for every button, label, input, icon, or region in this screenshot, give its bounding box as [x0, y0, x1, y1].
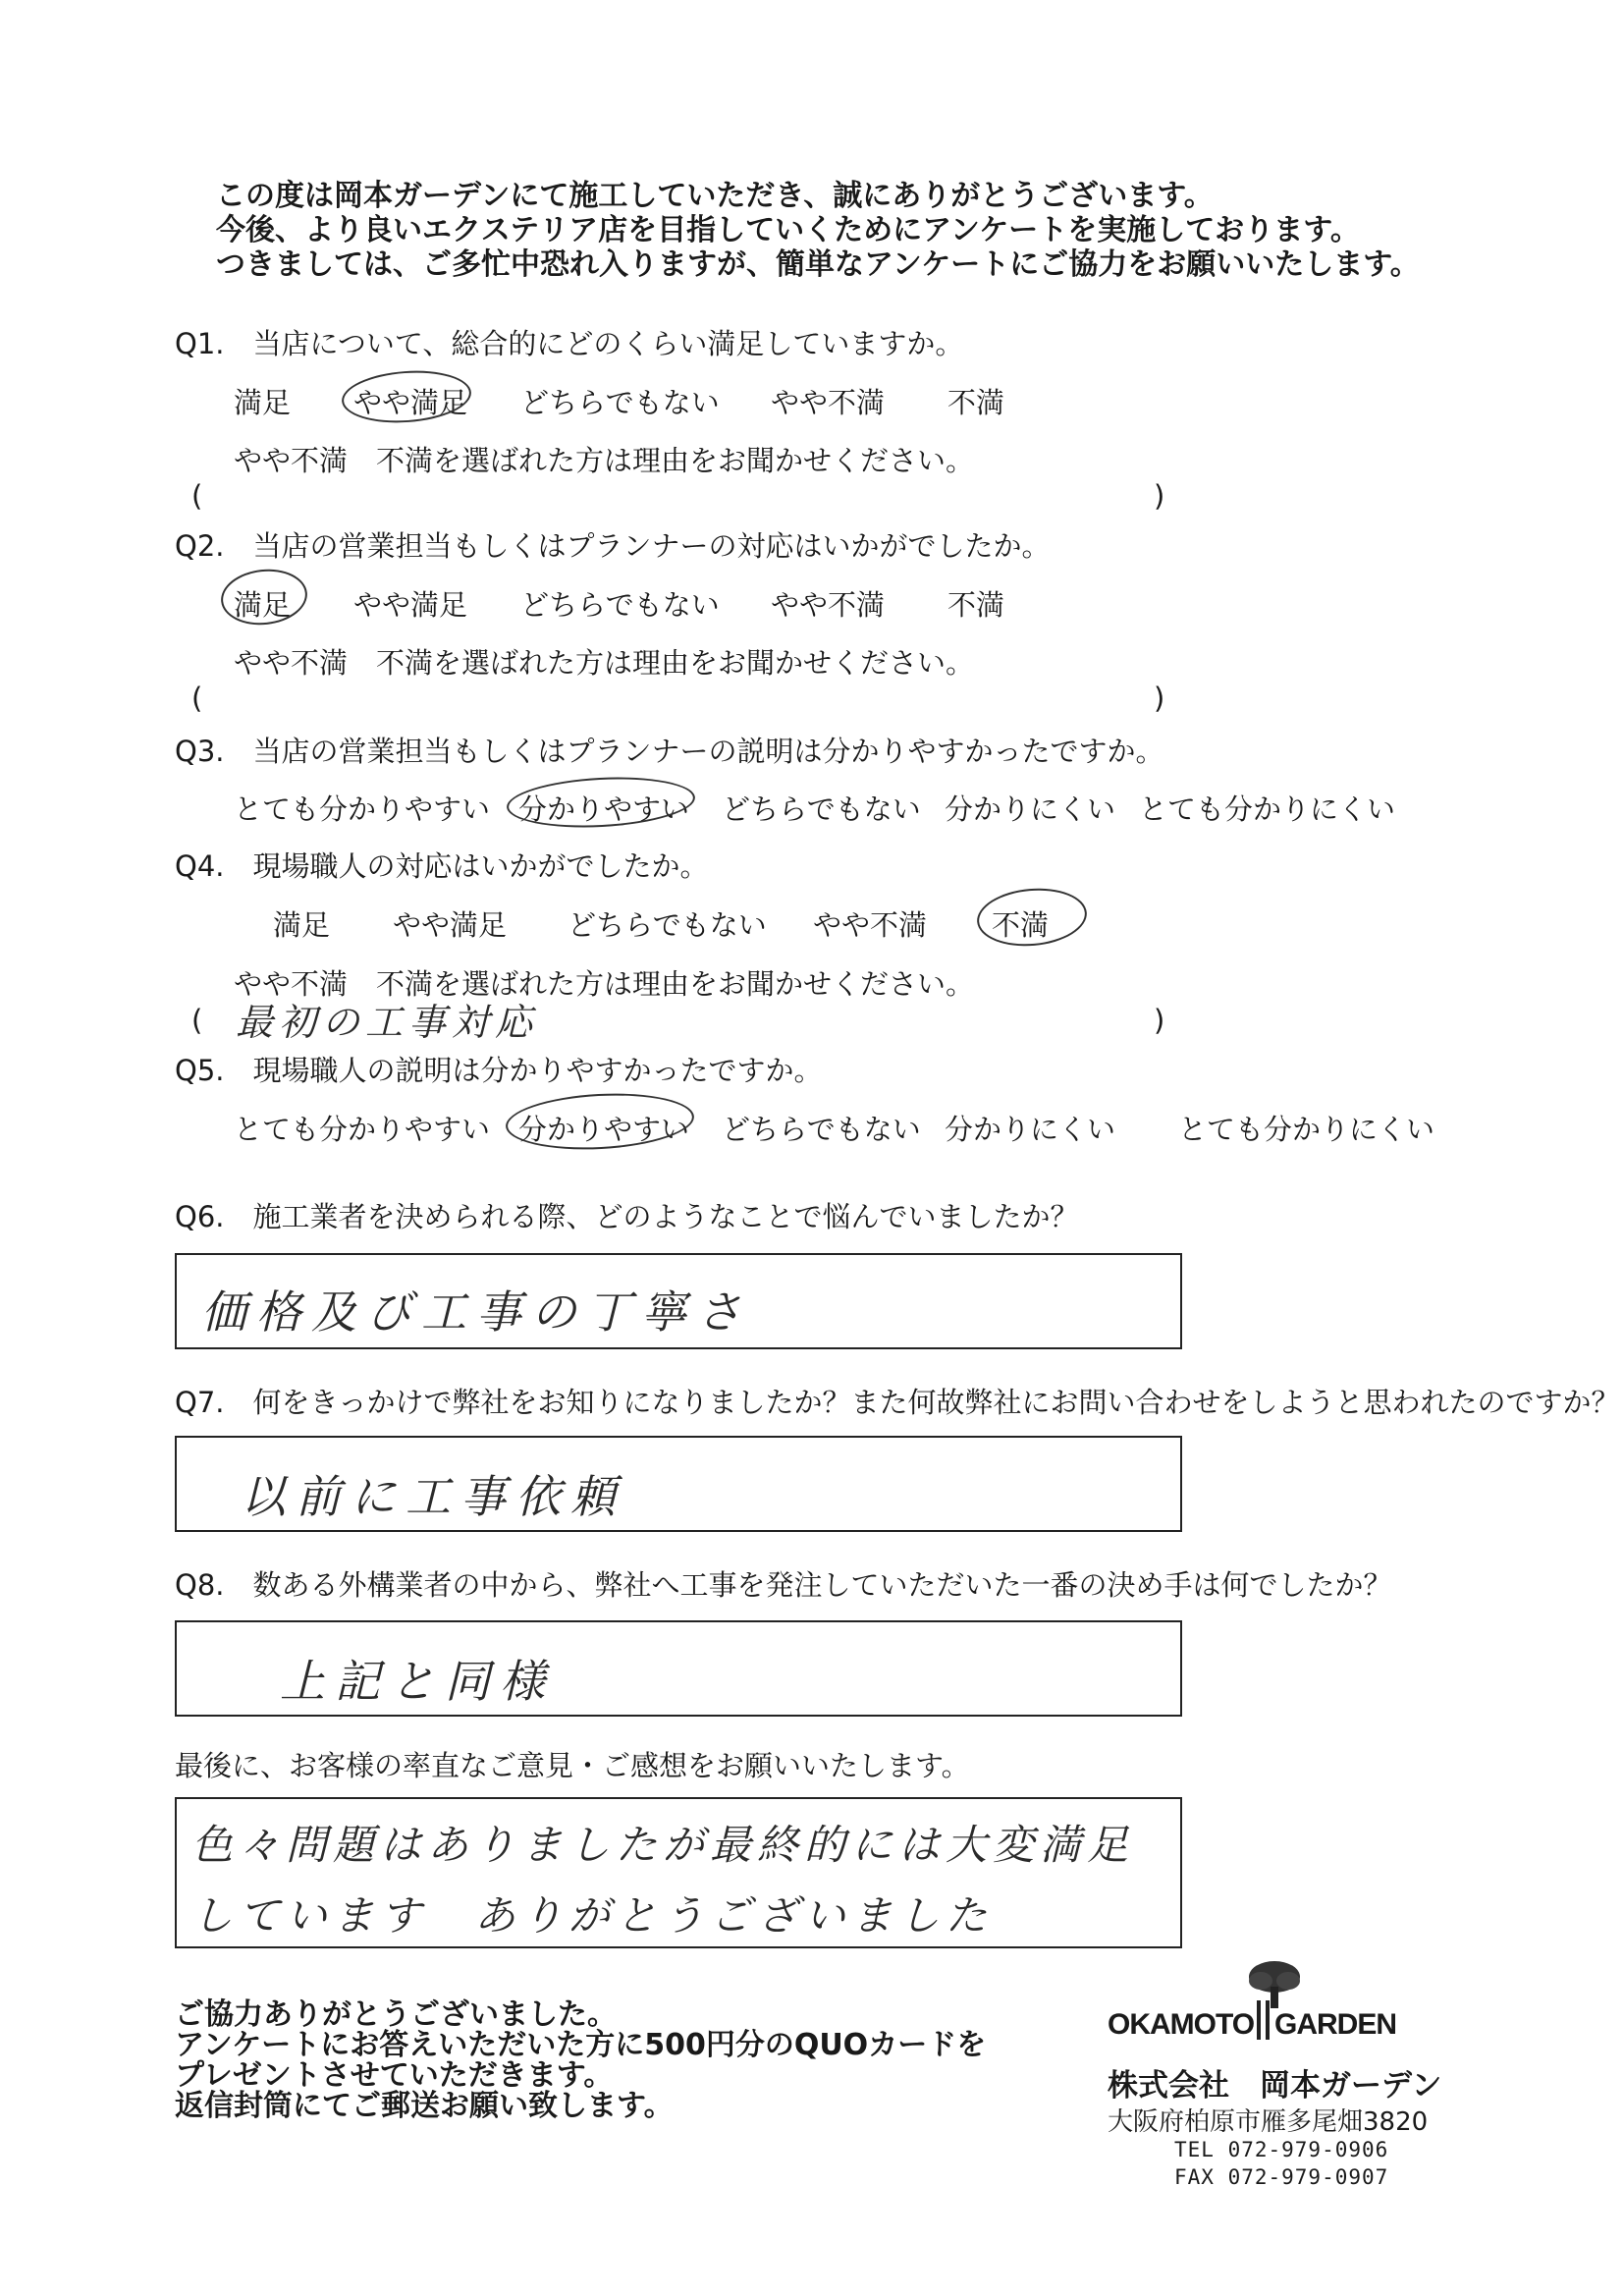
q3-option-clear[interactable]: 分かりやすい [518, 793, 690, 826]
footer-line-1: ご協力ありがとうございました。 [175, 1997, 617, 2032]
logo-text-left: OKAMOTO [1108, 2008, 1255, 2041]
logo-divider [1266, 2000, 1270, 2040]
intro-line-2: 今後、より良いエクステリア店を目指していくためにアンケートを実施しております。 [216, 213, 1360, 247]
q4-option-somewhat-dissatisfied[interactable]: やや不満 [813, 908, 928, 942]
final-comments-handwritten-line-1: 色々問題はありましたが最終的には大変満足 [191, 1821, 1135, 1869]
q2-question: Q2. 当店の営業担当もしくはプランナーの対応はいかがでしたか。 [175, 529, 1051, 563]
q2-option-satisfied[interactable]: 満足 [234, 588, 292, 622]
company-fax: FAX 072-979-0907 [1174, 2165, 1389, 2189]
q4-question: Q4. 現場職人の対応はいかがでしたか。 [175, 849, 709, 883]
q6-answer-handwritten: 価格及び工事の丁寧さ [201, 1285, 751, 1339]
q5-option-clear[interactable]: 分かりやすい [518, 1113, 690, 1146]
q1-reason-open-paren: ( [191, 479, 203, 513]
q5-option-very-unclear[interactable]: とても分かりにくい [1178, 1113, 1435, 1146]
q4-reason-handwritten: 最初の工事対応 [236, 1001, 539, 1044]
company-tel: TEL 072-979-0906 [1174, 2138, 1389, 2161]
q5-option-neutral[interactable]: どちらでもない [722, 1113, 921, 1146]
q3-option-unclear[interactable]: 分かりにくい [945, 793, 1116, 826]
q3-option-very-unclear[interactable]: とても分かりにくい [1139, 793, 1396, 826]
q1-reason-close-paren: ) [1154, 479, 1165, 513]
q2-option-somewhat-satisfied[interactable]: やや満足 [353, 588, 468, 622]
q6-question: Q6. 施工業者を決められる際、どのようなことで悩んでいましたか？ [175, 1200, 1079, 1233]
intro-line-3: つきましては、ご多忙中恐れ入りますが、簡単なアンケートにご協力をお願いいたします。 [216, 247, 1420, 282]
q1-option-somewhat-dissatisfied[interactable]: やや不満 [771, 386, 886, 419]
q1-option-satisfied[interactable]: 満足 [234, 386, 292, 419]
company-address: 大阪府柏原市雁多尾畑3820 [1108, 2107, 1429, 2137]
footer-line-2: アンケートにお答えいただいた方に500円分のQUOカードを [175, 2028, 987, 2062]
q4-option-neutral[interactable]: どちらでもない [568, 908, 767, 942]
q2-reason-close-paren: ) [1154, 682, 1165, 715]
q8-answer-handwritten: 上記と同様 [280, 1655, 555, 1708]
q2-selection-circle [218, 566, 309, 629]
q2-option-somewhat-dissatisfied[interactable]: やや不満 [771, 588, 886, 622]
q2-option-neutral[interactable]: どちらでもない [520, 588, 720, 622]
company-logo [1108, 1959, 1441, 2048]
q7-answer-handwritten: 以前に工事依頼 [241, 1470, 625, 1523]
q1-reason-prompt: やや不満 不満を選ばれた方は理由をお聞かせください。 [234, 444, 975, 477]
tree-icon [1245, 1959, 1304, 2008]
q3-question: Q3. 当店の営業担当もしくはプランナーの説明は分かりやすかったですか。 [175, 735, 1164, 768]
q5-option-very-clear[interactable]: とても分かりやすい [234, 1113, 491, 1146]
intro-line-1: この度は岡本ガーデンにて施工していただき、誠にありがとうございます。 [216, 179, 1214, 213]
final-comments-prompt: 最後に、お客様の率直なご意見・ご感想をお願いいたします。 [175, 1749, 970, 1782]
q4-option-satisfied[interactable]: 満足 [273, 908, 331, 942]
q2-option-dissatisfied[interactable]: 不満 [947, 588, 1005, 622]
q4-option-dissatisfied[interactable]: 不満 [992, 908, 1050, 942]
q5-question: Q5. 現場職人の説明は分かりやすかったですか。 [175, 1054, 823, 1087]
q5-option-unclear[interactable]: 分かりにくい [945, 1113, 1116, 1146]
q4-reason-open-paren: ( [191, 1004, 203, 1037]
q7-question: Q7. 何をきっかけで弊社をお知りになりましたか？また何故弊社にお問い合わせをしようと思われたのですか？ [175, 1386, 1620, 1419]
q1-question: Q1. 当店について、総合的にどのくらい満足していますか。 [175, 327, 964, 360]
q2-reason-prompt: やや不満 不満を選ばれた方は理由をお聞かせください。 [234, 646, 975, 680]
footer-line-3: プレゼントさせていただきます。 [175, 2058, 614, 2093]
q1-option-neutral[interactable]: どちらでもない [520, 386, 720, 419]
q3-option-neutral[interactable]: どちらでもない [722, 793, 921, 826]
q2-reason-open-paren: ( [191, 682, 203, 715]
logo-divider [1257, 2000, 1261, 2040]
q4-reason-prompt: やや不満 不満を選ばれた方は理由をお聞かせください。 [234, 967, 975, 1001]
final-comments-handwritten-line-2: しています ありがとうございました [191, 1891, 994, 1940]
q4-reason-close-paren: ) [1154, 1004, 1165, 1037]
q8-question: Q8. 数ある外構業者の中から、弊社へ工事を発注していただいた一番の決め手は何でしたか？ [175, 1568, 1392, 1602]
q4-option-somewhat-satisfied[interactable]: やや満足 [393, 908, 508, 942]
company-name: 株式会社 岡本ガーデン [1108, 2068, 1442, 2104]
q1-option-dissatisfied[interactable]: 不満 [947, 386, 1005, 419]
q3-option-very-clear[interactable]: とても分かりやすい [234, 793, 491, 826]
q1-option-somewhat-satisfied[interactable]: やや満足 [353, 386, 468, 419]
footer-line-4: 返信封筒にてご郵送お願い致します。 [175, 2089, 674, 2123]
logo-text-right: GARDEN [1274, 2008, 1397, 2041]
